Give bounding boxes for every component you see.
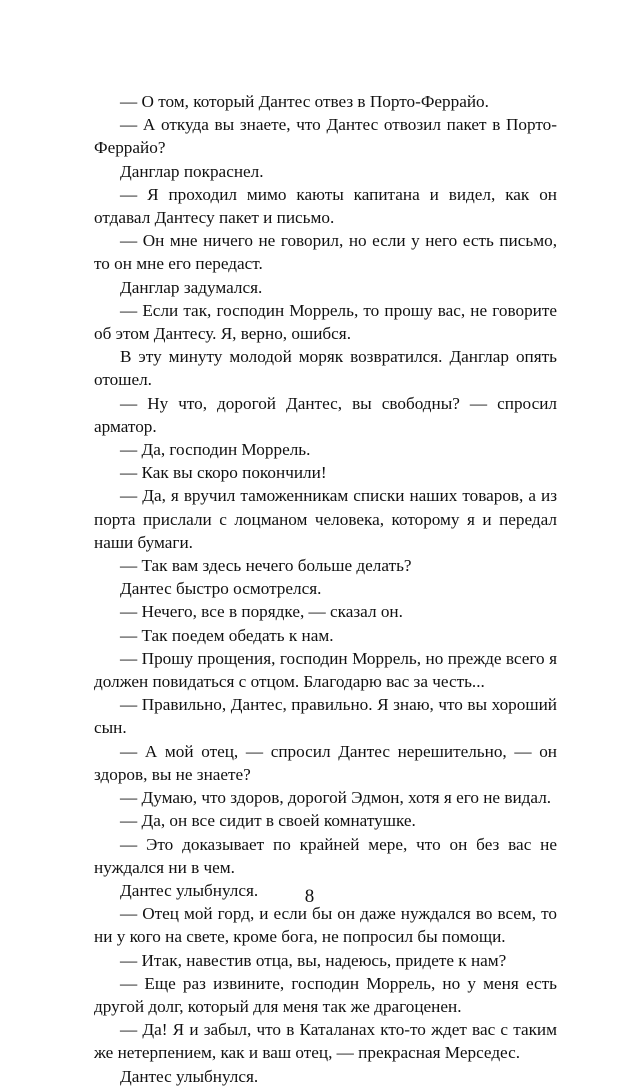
paragraph: Дантес быстро осмотрелся. bbox=[120, 579, 322, 599]
paragraph: — Нечего, все в порядке, — сказал он. bbox=[120, 602, 403, 622]
paragraph: — Думаю, что здоров, дорогой Эдмон, хотя я его не видал. bbox=[120, 788, 552, 808]
paragraph: — Да, он все сидит в своей комнатушке. bbox=[120, 811, 416, 831]
paragraph: — Правильно, Дантес, правильно. Я знаю, что вы хороший сын. bbox=[94, 695, 557, 738]
paragraph: — Да, господин Моррель. bbox=[120, 440, 311, 460]
paragraph: — Я проходил мимо каюты капитана и видел, как он отдавал Дантесу пакет и письмо. bbox=[94, 184, 557, 228]
paragraph: — Если так, господин Моррель, то прошу вас, не говорите об этом Дантесу. Я, верно, ошибся. bbox=[94, 300, 557, 344]
paragraph: Данглар покраснел. bbox=[120, 161, 264, 181]
paragraph: В эту минуту молодой моряк возвратился. Данглар опять отошел. bbox=[94, 347, 557, 390]
paragraph: — Еще раз извините, господин Моррель, но у меня есть другой долг, который для меня так же драгоценен. bbox=[94, 973, 557, 1016]
body-text bbox=[94, 90, 557, 1088]
paragraph: Данглар задумался. bbox=[120, 277, 263, 297]
paragraph: — А мой отец, — спросил Дантес нерешительно, — он здоров, вы не знаете? bbox=[94, 741, 557, 784]
paragraph: — Он мне ничего не говорил, но если у него есть письмо, то он мне его передаст. bbox=[94, 231, 557, 274]
paragraph: — О том, который Дантес отвез в Порто-Феррайо. bbox=[120, 92, 489, 111]
paragraph: — Прошу прощения, господин Моррель, но прежде всего я должен повидаться с отцом. Благодарю вас за честь... bbox=[94, 648, 557, 692]
paragraph: — Отец мой горд, и если бы он даже нуждался во всем, то ни у кого на свете, кроме бога, не попросил бы помощи. bbox=[94, 904, 557, 947]
paragraph: — Да! Я и забыл, что в Каталанах кто-то ждет вас с таким же нетерпением, как и ваш отец, — прекрасная Мерседес. bbox=[94, 1020, 557, 1063]
paragraph: — Ну что, дорогой Дантес, вы свободны? — спросил арматор. bbox=[94, 393, 557, 436]
paragraph: — А откуда вы знаете, что Дантес отвозил пакет в Порто-Феррайо? bbox=[94, 115, 557, 158]
paragraph: Дантес улыбнулся. bbox=[120, 1066, 259, 1086]
paragraph: — Это доказывает по крайней мере, что он без вас не нуждался ни в чем. bbox=[94, 834, 557, 877]
paragraph: Дантес улыбнулся. bbox=[120, 880, 259, 900]
paragraph: — Итак, навестив отца, вы, надеюсь, придете к нам? bbox=[120, 950, 507, 970]
paragraph: — Как вы скоро покончили! bbox=[120, 463, 327, 483]
paragraph: — Так поедем обедать к нам. bbox=[120, 625, 334, 645]
page-number: 8 bbox=[304, 886, 315, 907]
paragraph: — Да, я вручил таможенникам списки наших товаров, а из порта прислали с лоцманом человека, которому я и передал наши бумаги. bbox=[94, 486, 557, 552]
paragraph: — Так вам здесь нечего больше делать? bbox=[120, 556, 412, 576]
